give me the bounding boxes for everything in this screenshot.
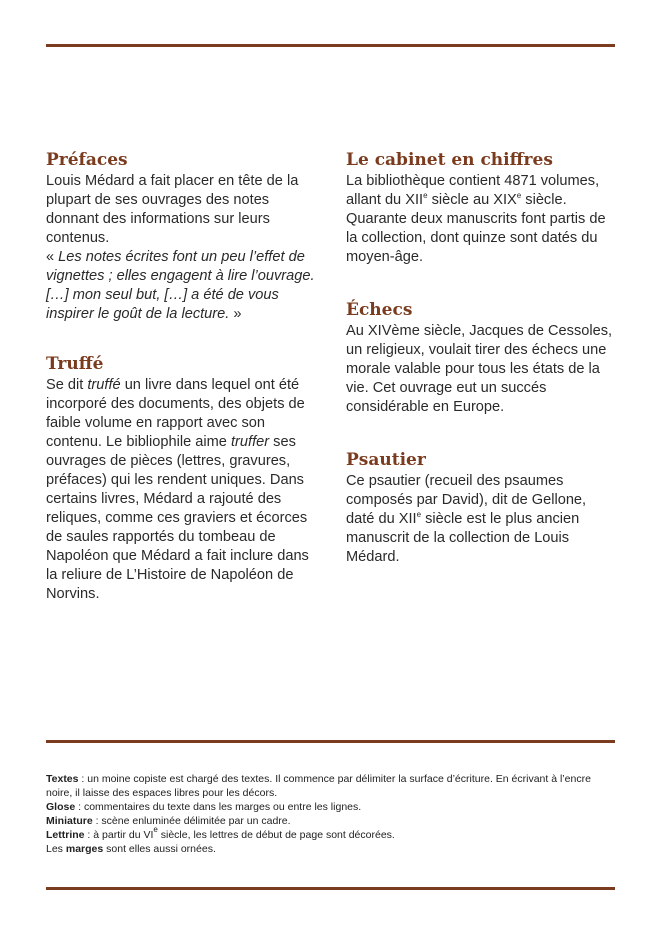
psautier-text-2: siècle est le plus ancien manuscrit de la collection de Louis Médard. <box>346 511 580 565</box>
middle-rule <box>46 740 615 743</box>
note-lettrine-def-b: siècle, les lettres de début de page sont décorées. <box>157 829 395 841</box>
note-miniature-def: : scène enluminée délimitée par un cadre. <box>92 815 291 827</box>
echecs-title: Échecs <box>346 300 413 320</box>
prefaces-intro: Louis Médard a fait placer en tête de la plupart de ses ouvrages des notes donnant des informations sur leurs contenus. <box>46 173 299 246</box>
prefaces-quote: Les notes écrites font un peu l’effet de vignettes ; elles engagent à lire l’ouvrage. […] mon seul but, […] a été de vous inspirer le goût de la lecture. <box>46 249 315 322</box>
psautier-text <box>346 472 618 567</box>
quote-open: « <box>46 249 59 265</box>
right-column <box>346 150 618 597</box>
echecs-text: Au XIVème siècle, Jacques de Cessoles, un religieux, voulait tirer des échecs une morale valable pour tous les états de la vie. Cet ouvrage eut un succés considérable en Europe. <box>346 323 613 415</box>
prefaces-text <box>46 172 318 324</box>
note-textes-term: Textes <box>46 773 79 785</box>
truffe-text-1: Se dit <box>46 377 88 393</box>
cabinet-text-2: siècle au XIX <box>427 192 517 208</box>
psautier-section <box>346 450 618 567</box>
cabinet-text-3: siècle. Quarante deux manuscrits font partis de la collection, dont quinze sont datés du moyen-âge. <box>346 192 606 265</box>
note-glose-def: : commentaires du texte dans les marges ou entre les lignes. <box>75 801 362 813</box>
note-glose-term: Glose <box>46 801 76 813</box>
cabinet-sup-2: e <box>516 191 522 200</box>
cabinet-sup-1: e <box>423 191 428 200</box>
note-marges-post: sont elles aussi ornées. <box>103 843 216 855</box>
prefaces-title: Préfaces <box>46 150 128 170</box>
echecs-section <box>346 300 618 417</box>
truffe-italic-1: truffé <box>87 377 121 393</box>
note-textes <box>46 772 596 800</box>
note-lettrine-sup: e <box>153 825 158 834</box>
psautier-sup: e <box>416 510 422 519</box>
quote-close: » <box>229 306 242 322</box>
note-textes-def: : un moine copiste est chargé des textes. Il commence par délimiter la surface d’écriture. En écrivant à l’encre noire, il laisse des espaces libres pour les décors. <box>46 773 591 799</box>
truffe-italic-2: truffer <box>230 434 270 450</box>
note-marges-pre: Les <box>46 843 66 855</box>
cabinet-section <box>346 150 618 267</box>
psautier-text-1: Ce psautier (recueil des psaumes composés par David), dit de Gellone, daté du XII <box>346 473 587 527</box>
left-column <box>46 150 318 634</box>
truffe-title: Truffé <box>46 354 104 374</box>
glossary-notes <box>46 772 596 856</box>
truffe-section <box>46 354 318 604</box>
prefaces-section <box>46 150 318 324</box>
bottom-rule <box>46 887 615 890</box>
truffe-text-3: ses ouvrages de pièces (lettres, gravures, préfaces) qui les rendent uniques. Dans certains livres, Médard a rajouté des reliques, comme ces graviers et écorces de saules rapportés du tombeau de Napoléon que Médard a fait inclure dans la reliure de L’Histoire de Napoléon de Norvins. <box>46 434 309 602</box>
note-lettrine-def-a: : à partir du VI <box>84 829 154 841</box>
cabinet-title: Le cabinet en chiffres <box>346 150 553 170</box>
note-lettrine <box>46 825 596 842</box>
top-rule <box>46 44 615 47</box>
cabinet-text <box>346 172 618 267</box>
note-miniature <box>46 814 596 828</box>
cabinet-text-1: La bibliothèque contient 4871 volumes, allant du XII <box>346 173 600 208</box>
note-glose <box>46 800 596 814</box>
psautier-title: Psautier <box>346 450 426 470</box>
note-marges <box>46 842 596 856</box>
truffe-text-2: un livre dans lequel ont été incorporé des documents, des objets de faible volume en rapport avec son contenu. Le bibliophile aime <box>46 377 305 450</box>
note-marges-term: marges <box>65 843 104 855</box>
note-lettrine-term: Lettrine <box>46 829 85 841</box>
truffe-text <box>46 376 318 604</box>
note-miniature-term: Miniature <box>46 815 93 827</box>
